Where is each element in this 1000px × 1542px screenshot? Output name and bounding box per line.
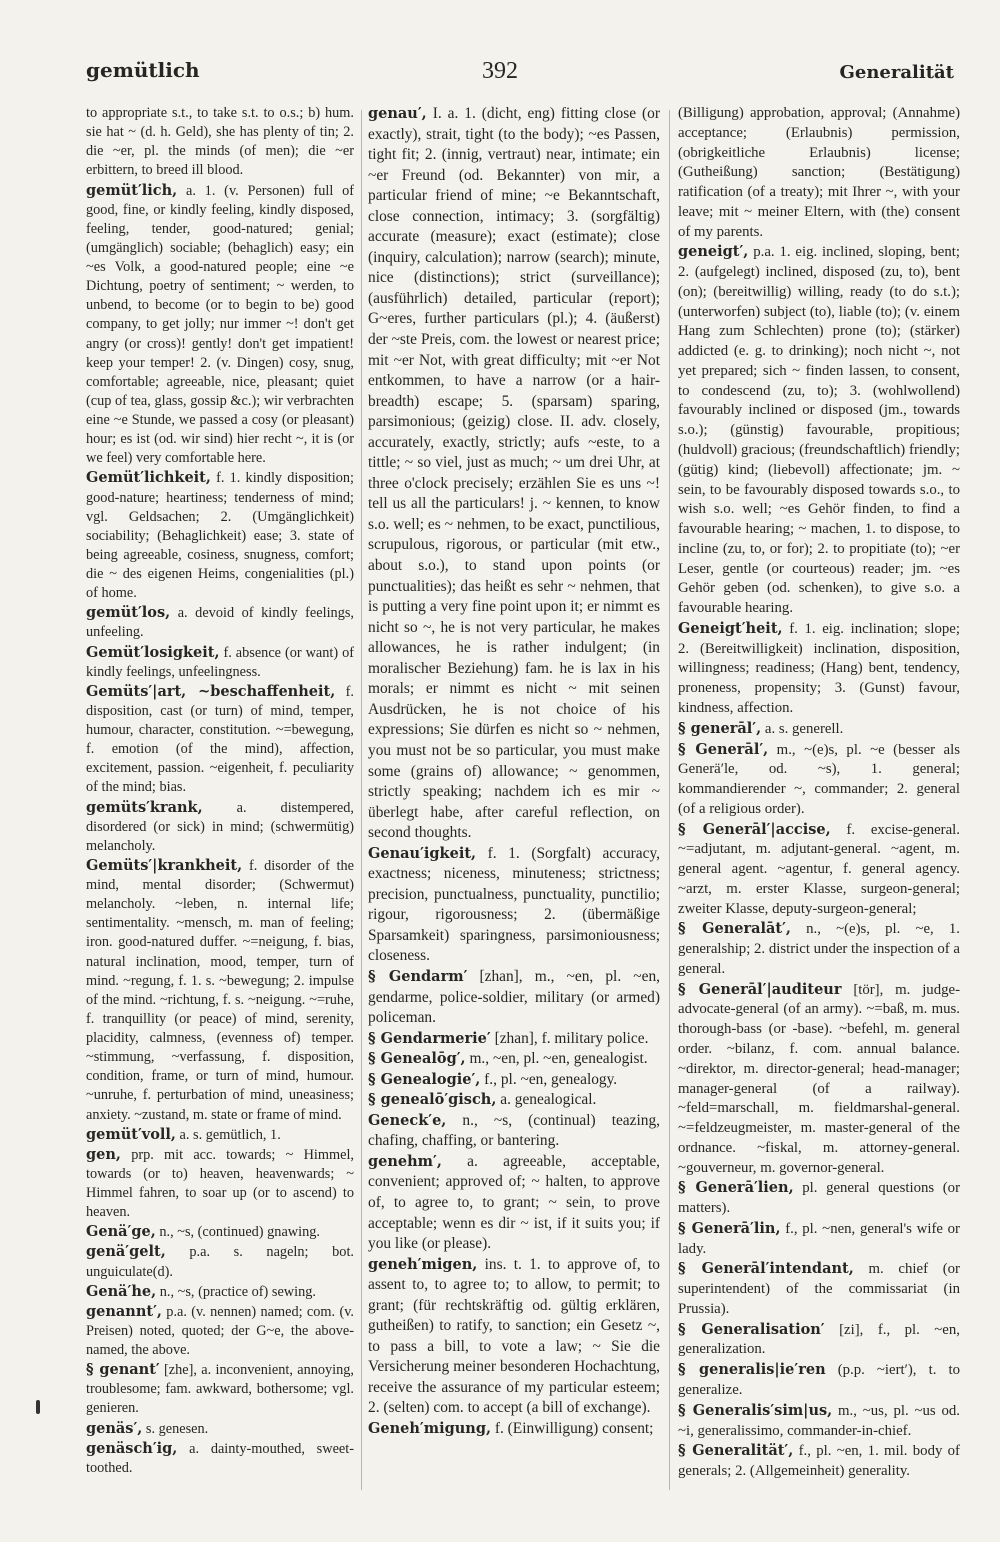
entry-headword: genau′,: [368, 105, 427, 122]
entry-headword: § Generā′lin,: [678, 1219, 781, 1237]
entry-headword: § Generāl′|auditeur: [678, 980, 842, 998]
dictionary-entry: [86, 1242, 354, 1281]
dictionary-entry: [678, 1259, 960, 1319]
entry-headword: § Gendarmerie′: [368, 1029, 491, 1047]
dictionary-entry: [678, 740, 960, 820]
dictionary-entry: [86, 1439, 354, 1478]
entry-definition: a. s. generell.: [761, 720, 844, 737]
dictionary-entry: [368, 1111, 660, 1152]
entry-definition: f. disposition, cast (or turn) of mind, temper, humour, character, constitution. ~=bewegung, f. emotion (of the mind), affection, excitement, passion. ~eigenheit, f. peculiarity of the mind; bias.: [86, 683, 354, 796]
dictionary-entry: [368, 1049, 660, 1070]
dictionary-entry: [678, 1441, 960, 1482]
entry-headword: Gemüts′|krankheit,: [86, 856, 243, 874]
dictionary-entry: [86, 856, 354, 1125]
entry-definition: m. chief (or superintendent) of the commissariat (in Prussia).: [678, 1261, 960, 1317]
dictionary-entry: [86, 1125, 354, 1145]
entry-definition: [zi], f., pl. ~en, generalization.: [678, 1321, 960, 1358]
dictionary-entry: [678, 1320, 960, 1361]
entry-headword: Genä′he,: [86, 1282, 157, 1300]
dictionary-entry: [86, 1282, 354, 1302]
entry-headword: § Generalisation′: [678, 1320, 825, 1338]
entry-definition: ins. t. 1. to approve of, to assent to, to agree to; to allow, to permit; to grant; (für rechtskräftig od. gültig erklären, gutheißen) to ratify, to sanction; ein Gesetz ~, to pass a bill, to vote a law; ~ Sie die Versicherung meiner besonderen Hochachtung, receive the assurance of my particular esteem; 2. (selten) com. to accept (a bill of exchange).: [368, 1255, 660, 1417]
entry-definition: [zhe], a. inconvenient, annoying, troublesome; fam. awkward, bothersome; vgl. genieren.: [86, 1362, 354, 1417]
entry-definition: n., ~(e)s, pl. ~e, 1. generalship; 2. district under the inspection of a general.: [678, 921, 960, 977]
entry-headword: gemüts′krank,: [86, 798, 203, 816]
left-running-head: gemütlich: [86, 58, 200, 82]
dictionary-entry: [86, 798, 354, 856]
entry-headword: § Gendarm′: [368, 967, 468, 985]
entry-headword: Gemüts′|art, ~beschaffenheit,: [86, 682, 336, 700]
dictionary-entry: [678, 1401, 960, 1442]
entry-definition: a. agreeable, acceptable, convenient; approved of; ~ halten, to approve of, to agree to, to grant; ~ sein, to prove acceptable; wenn es dir ~ ist, if it suits you; if you like (or please).: [368, 1152, 660, 1253]
dictionary-entry: [86, 682, 354, 798]
dictionary-entry: [678, 1178, 960, 1219]
dictionary-entry: [86, 603, 354, 642]
entry-headword: genä′gelt,: [86, 1243, 166, 1261]
entry-headword: Gemüt′losigkeit,: [86, 643, 220, 661]
entry-definition: a. s. gemütlich, 1.: [175, 1126, 281, 1143]
entry-definition: p.a. s. nageln; bot. unguiculate(d).: [86, 1244, 354, 1280]
entry-definition: to appropriate s.t., to take s.t. to o.s.; b) hum. sie hat ~ (d. h. Geld), she has plenty of tin; 2. die ~er, pl. the minds (of men); die ~er erbittern, to breed ill blood.: [86, 105, 354, 179]
entry-definition: f., pl. ~nen, general's wife or lady.: [678, 1220, 960, 1257]
entry-definition: f. disorder of the mind, mental disorder; (Schwermut) melancholy. ~leben, n. internal life; sentimentality. ~mensch, m. man of feeling; iron. good-natured duffer. ~=neigung, f. bias, natural inclination, mood, temper, turn of mind. ~regung, f. 1. s. ~bewegung; 2. impulse of the mind. ~richtung, f. s. ~neigung. ~=ruhe, f. tranquillity (or peace) of mind, serenity, placidity, calmness, (evenness of) temper. ~stimmung, ~verfassung, f. disposition, condition, frame, or turn of mind, humour. ~unruhe, f. perturbation of mind, uneasiness; anxiety. ~zustand, m. state or frame of mind.: [86, 857, 354, 1123]
entry-definition: m., ~us, pl. ~us od. ~i, generalissimo, commander-in-chief.: [678, 1402, 960, 1439]
entry-definition: n., ~s, (continual) teazing, chafing, chaffing, or bantering.: [368, 1111, 660, 1150]
entry-definition: n., ~s, (practice of) sewing.: [156, 1283, 316, 1300]
dictionary-entry: [368, 1419, 660, 1440]
entry-definition: s. genesen.: [142, 1420, 209, 1437]
entry-definition: [zhan], m., ~en, pl. ~en, gendarme, police-soldier, military (or armed) policeman.: [368, 967, 660, 1027]
entry-definition: prp. mit acc. towards; ~ Himmel, towards (or to) heaven, heavenwards; ~ Himmel fahren, to soar up (or to ascend) to heaven.: [86, 1146, 354, 1221]
dictionary-entry: [368, 1070, 660, 1091]
entry-headword: § Generā′lien,: [678, 1179, 794, 1197]
dictionary-entry: [86, 1419, 354, 1439]
dictionary-entry: [678, 1360, 960, 1401]
dictionary-entry: [86, 1360, 354, 1418]
entry-definition: (p.p. ~iert′), t. to generalize.: [678, 1362, 960, 1398]
entry-definition: f. (Einwilligung) consent;: [491, 1420, 654, 1437]
dictionary-entry: [86, 1222, 354, 1242]
entry-headword: gemüt′los,: [86, 604, 171, 622]
entry-continuation: [678, 104, 960, 242]
entry-headword: Genau′igkeit,: [368, 844, 477, 862]
entry-definition: a. devoid of kindly feelings, unfeeling.: [86, 605, 354, 641]
column-middle: [368, 104, 660, 1504]
column-right: [678, 104, 960, 1504]
entry-definition: f. 1. kindly disposition; good-nature; heartiness; tenderness of mind; vgl. Geldsachen; 2. (Umgänglichkeit) sociability; (Behaglichkeit) ease; 3. state of being agreeable, cosiness, snugness, comfort; die ~ des eigenen Heims, congenialities (pl.) of home.: [86, 470, 354, 602]
entry-definition: a. dainty-mouthed, sweet-toothed.: [86, 1440, 354, 1476]
entry-headword: § genealō′gisch,: [368, 1091, 497, 1109]
entry-headword: § Generalāt′,: [678, 920, 791, 938]
entry-headword: § Genealogie′,: [368, 1070, 481, 1088]
dictionary-entry: [86, 1145, 354, 1223]
entry-definition: n., ~s, (continued) gnawing.: [155, 1224, 320, 1241]
entry-headword: Geneck′e,: [368, 1111, 447, 1129]
entry-headword: genannt′,: [86, 1302, 162, 1320]
dictionary-entry: [678, 820, 960, 920]
dictionary-entry: [678, 619, 960, 719]
entry-definition: p.a. 1. eig. inclined, sloping, bent; 2. (aufgelegt) inclined, disposed (zu, to), bent (on); (bereitwillig) willing, ready (to do s.t.); (unterworfen) subject (to), liable (to); (v. einem Hang zum Schlechten) prone (to); (stärker) addicted (e. g. to drinking); noch nicht ~, not yet prepared; sich ~ finden lassen, to consent, to condescend (zu, to); 3. (wohlwollend) favourably inclined or disposed (jm., towards s.o.); (günstig) favourable, propitious; (huldvoll) gracious; (freundschaftlich) friendly; (gütig) kind; (liebevoll) affectionate; jm. ~ sein, to be favourably disposed towards s.o., to wish s.o. well; ~es Gehör finden, to find a favourable hearing; ~ machen, 1. to dispose, to incline (zu, to, or for); 2. to propitiate (to); ~er Leser, gentle (or courteous) reader; jm. ~es Gehör geben (od. schenken), to give s.o. a favourable hearing.: [678, 244, 960, 617]
dictionary-entry: [678, 242, 960, 619]
dictionary-entry: [368, 1029, 660, 1050]
entry-definition: [tör], m. judge-advocate-general (of an army). ~=baß, m. mus. thorough-bass (or -base). ~befehl, m. general order. ~bilanz, f. com. annual balance. ~direktor, m. director-general; head-manager; manager-general (of a railway). ~feld=marschall, m. fieldmarshal-general. ~=feldzeugmeister, m. master-general of the ordnance. ~fiskal, m. attorney-general. ~gouverneur, m. governor-general.: [678, 981, 960, 1176]
entry-headword: geneh′migen,: [368, 1255, 478, 1273]
entry-headword: § Genealōg′,: [368, 1050, 466, 1068]
entry-headword: § Generāl′|accise,: [678, 820, 831, 838]
dictionary-entry: [368, 104, 660, 844]
entry-definition: m., ~(e)s, pl. ~e (besser als Generä′le, od. ~s), 1. general; kommandierender ~, commander; 2. general (of a religious order).: [678, 741, 960, 817]
column-left: [86, 104, 354, 1504]
entry-headword: Geneh′migung,: [368, 1420, 492, 1437]
dictionary-entry: [86, 181, 354, 469]
entry-headword: Genä′ge,: [86, 1223, 156, 1241]
entry-definition: a. genealogical.: [496, 1091, 597, 1109]
column-divider: [669, 110, 670, 1490]
entry-headword: genäs′,: [86, 1419, 143, 1437]
entry-headword: gemüt′voll,: [86, 1125, 176, 1143]
entry-headword: Geneigt′heit,: [678, 619, 783, 637]
entry-headword: § generalis|ie′ren: [678, 1361, 826, 1379]
page-header: [0, 58, 1000, 98]
entry-headword: § Generāl′,: [678, 740, 769, 758]
entry-continuation: [86, 104, 354, 181]
margin-mark: [36, 1400, 40, 1414]
dictionary-entry: [368, 1255, 660, 1419]
dictionary-entry: [678, 719, 960, 740]
dictionary-entry: [86, 1302, 354, 1360]
entry-headword: § generāl′,: [678, 719, 762, 737]
entry-headword: § genant′: [86, 1361, 160, 1379]
entry-definition: I. a. 1. (dicht, eng) fitting close (or exactly), strait, tight (to the body); ~es Passen, tight fit; 2. (innig, vertraut) near, intimate; ein ~er Freund (od. Bekannter) von mir, a particular friend of mine; ~e Bekanntschaft, close connection, intimacy; 3. (sorgfältig) accurate (measure); exact (estimate); close (inquiry, calculation); narrow (search); minute, nice (distinctions); strict (surveillance); (ausführlich) detailed, particular (report); G~eres, further particulars (pl.); 4. (äußerst) der ~ste Preis, com. the lowest or nearest price; mit ~er Not, with great difficulty; mit ~er Not entkommen, to have a narrow (or a hair-breadth) escape; 5. (sparsam) sparing, parsimonious; (geizig) close. II. adv. closely, accurately, exactly, strictly; aufs ~este, to a tittle; ~ so viel, just as much; ~ um drei Uhr, at three o'clock precisely; erzählen Sie es uns ~! tell us all the particulars! j. ~ kennen, to know s.o. well; es ~ nehmen, to be exact, punctilious, scrupulous, rigorous, or particular (mit etw., about s.o.), to stand upon points (or punctualities); das heißt es sehr ~ nehmen, that is putting a very fine point upon it; er nimmt es nicht so ~, he is not very particular, he makes allowances, he is rather indulgent; (in moralischer Beziehung) fam. he is lax in his morals; er nimmt es nicht ~ mit seinen Ausdrücken, he is not choice of his expressions; Sie dürfen es nicht so ~ nehmen, you must not be so particular, you must make some (grains of) allowance; ~ genommen, strictly speaking; nachdem ich es mir ~ überlegt habe, after careful reflection, on second thoughts.: [368, 105, 660, 842]
dictionary-entry: [86, 643, 354, 682]
entry-headword: Gemüt′lichkeit,: [86, 469, 211, 487]
entry-definition: f., pl. ~en, 1. mil. body of generals; 2. (Allgemeinheit) generality.: [678, 1443, 960, 1480]
entry-headword: § Generalität′,: [678, 1442, 794, 1460]
entry-definition: a. 1. (v. Personen) full of good, fine, or kindly feeling, kindly disposed, feeling, tender, good-natured; genial; (umgänglich) sociable; (behaglich) easy; ein ~es Volk, a good-natured people; eine ~e Dichtung, poetry of sentiment; ~ werden, to unbend, to become (or to begin to be) good company, to get jolly; nur immer ~! don't get angry (or cross)! gently! don't get impatient! keep your temper! 2. (v. Dingen) cosy, snug, comfortable; agreeable, nice, pleasant; quiet (cup of tea, glass, gossip &c.); wir verbrachten eine ~e Stunde, we passed a cosy (or pleasant) hour; es ist (od. wir sind) hier recht ~, it is (or we feel) very comfortable here.: [86, 182, 354, 467]
entry-headword: gen,: [86, 1145, 121, 1163]
entry-definition: pl. general questions (or matters).: [678, 1180, 960, 1217]
dictionary-entry: [368, 1152, 660, 1255]
entry-headword: gemüt′lich,: [86, 181, 178, 199]
dictionary-entry: [678, 1219, 960, 1260]
page-number: 392: [482, 58, 518, 84]
column-divider: [361, 110, 362, 1490]
entry-definition: [zhan], f. military police.: [490, 1029, 649, 1047]
entry-headword: genäsch′ig,: [86, 1439, 178, 1457]
entry-definition: f., pl. ~en, genealogy.: [480, 1070, 618, 1088]
entry-definition: (Billigung) approbation, approval; (Annahme) acceptance; (Erlaubnis) permission, (obrigkeitliche Erlaubnis) license; (Gutheißung) sanction; (Bestätigung) ratification (of a treaty); mit Ihrer ~, with your leave; mit ~ meiner Eltern, with (the) consent of my parents.: [678, 105, 960, 240]
entry-definition: f. absence (or want) of kindly feelings, unfeelingness.: [86, 644, 354, 680]
entry-headword: § Generalis′sim|us,: [678, 1401, 833, 1419]
entry-definition: f. excise-general. ~=adjutant, m. adjutant-general. ~agent, m. general agent. ~agentur, f. general agency. ~arzt, m. erster Klasse, surgeon-general; zweiter Klasse, deputy-surgeon-general;: [678, 821, 960, 917]
dictionary-entry: [678, 919, 960, 979]
entry-definition: p.a. (v. nennen) named; com. (v. Preisen) noted, quoted; der G~e, the above-named, the above.: [86, 1303, 354, 1358]
dictionary-entry: [368, 1090, 660, 1111]
entry-definition: f. 1. (Sorgfalt) accuracy, exactness; niceness, minuteness; strictness; precision, punctualness, punctuality, punctilio; rigour, rigorousness; 2. (übermäßige Sparsamkeit) sparingness, parsimoniousness; closeness.: [368, 844, 660, 965]
entry-definition: f. 1. eig. inclination; slope; 2. (Bereitwilligkeit) inclination, disposition, willingness; readiness; (Hang) bent, tendency, proneness, propensity; 3. (Gunst) favour, kindness, affection.: [678, 620, 960, 716]
right-running-head: Generalität: [839, 62, 954, 83]
dictionary-entry: [368, 844, 660, 967]
entry-definition: a. distempered, disordered (or sick) in mind; (schwermütig) melancholy.: [86, 799, 354, 854]
entry-headword: § Generāl′intendant,: [678, 1260, 854, 1278]
dictionary-entry: [678, 980, 960, 1179]
dictionary-entry: [86, 468, 354, 603]
entry-headword: genehm′,: [368, 1152, 442, 1170]
entry-definition: m., ~en, pl. ~en, genealogist.: [465, 1050, 648, 1068]
entry-headword: geneigt′,: [678, 243, 749, 261]
dictionary-entry: [368, 967, 660, 1029]
